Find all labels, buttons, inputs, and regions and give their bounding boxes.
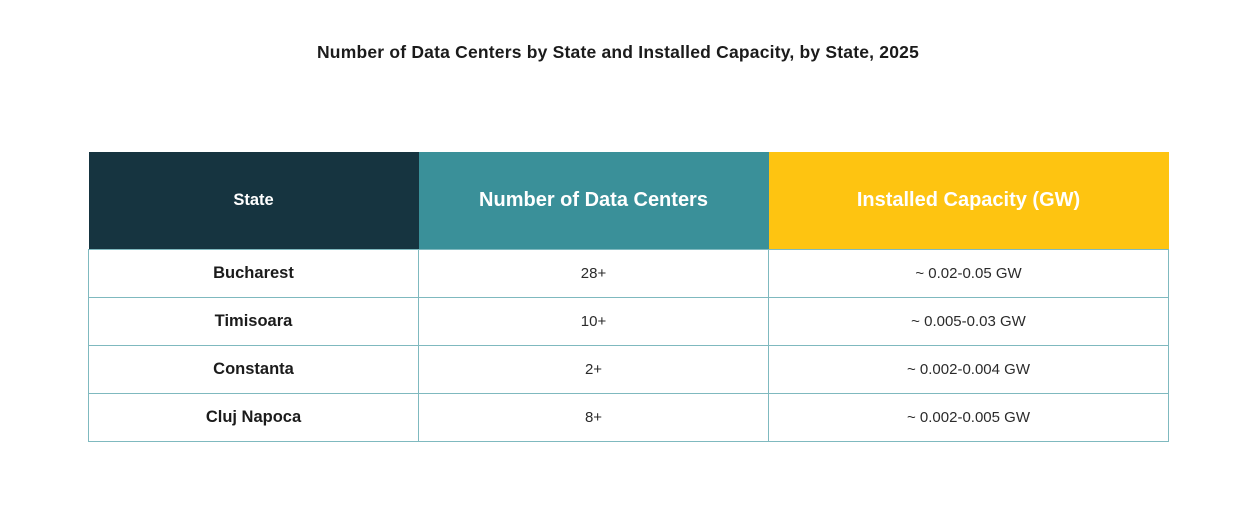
- chart-title: Number of Data Centers by State and Installed Capacity, by State, 2025: [316, 42, 920, 62]
- table-header-row: [89, 152, 1169, 249]
- table-row: [89, 393, 1169, 441]
- cell-count: 8+: [419, 393, 769, 441]
- data-table-container: [88, 152, 1168, 442]
- cell-state: Timisoara: [89, 297, 419, 345]
- cell-capacity: ~ 0.005-0.03 GW: [769, 297, 1169, 345]
- cell-count: 28+: [419, 249, 769, 297]
- cell-state: Constanta: [89, 345, 419, 393]
- table-row: [89, 345, 1169, 393]
- cell-capacity: ~ 0.002-0.004 GW: [769, 345, 1169, 393]
- column-header-installed-capacity: Installed Capacity (GW): [769, 152, 1169, 249]
- table-row: [89, 297, 1169, 345]
- cell-capacity: ~ 0.002-0.005 GW: [769, 393, 1169, 441]
- cell-count: 2+: [419, 345, 769, 393]
- data-table: [88, 152, 1169, 442]
- column-header-state: State: [89, 152, 419, 249]
- cell-state: Cluj Napoca: [89, 393, 419, 441]
- table-row: [89, 249, 1169, 297]
- cell-state: Bucharest: [89, 249, 419, 297]
- column-header-number-of-data-centers: Number of Data Centers: [419, 152, 769, 249]
- cell-count: 10+: [419, 297, 769, 345]
- cell-capacity: ~ 0.02-0.05 GW: [769, 249, 1169, 297]
- table-header: [89, 152, 1169, 249]
- table-body: [89, 249, 1169, 441]
